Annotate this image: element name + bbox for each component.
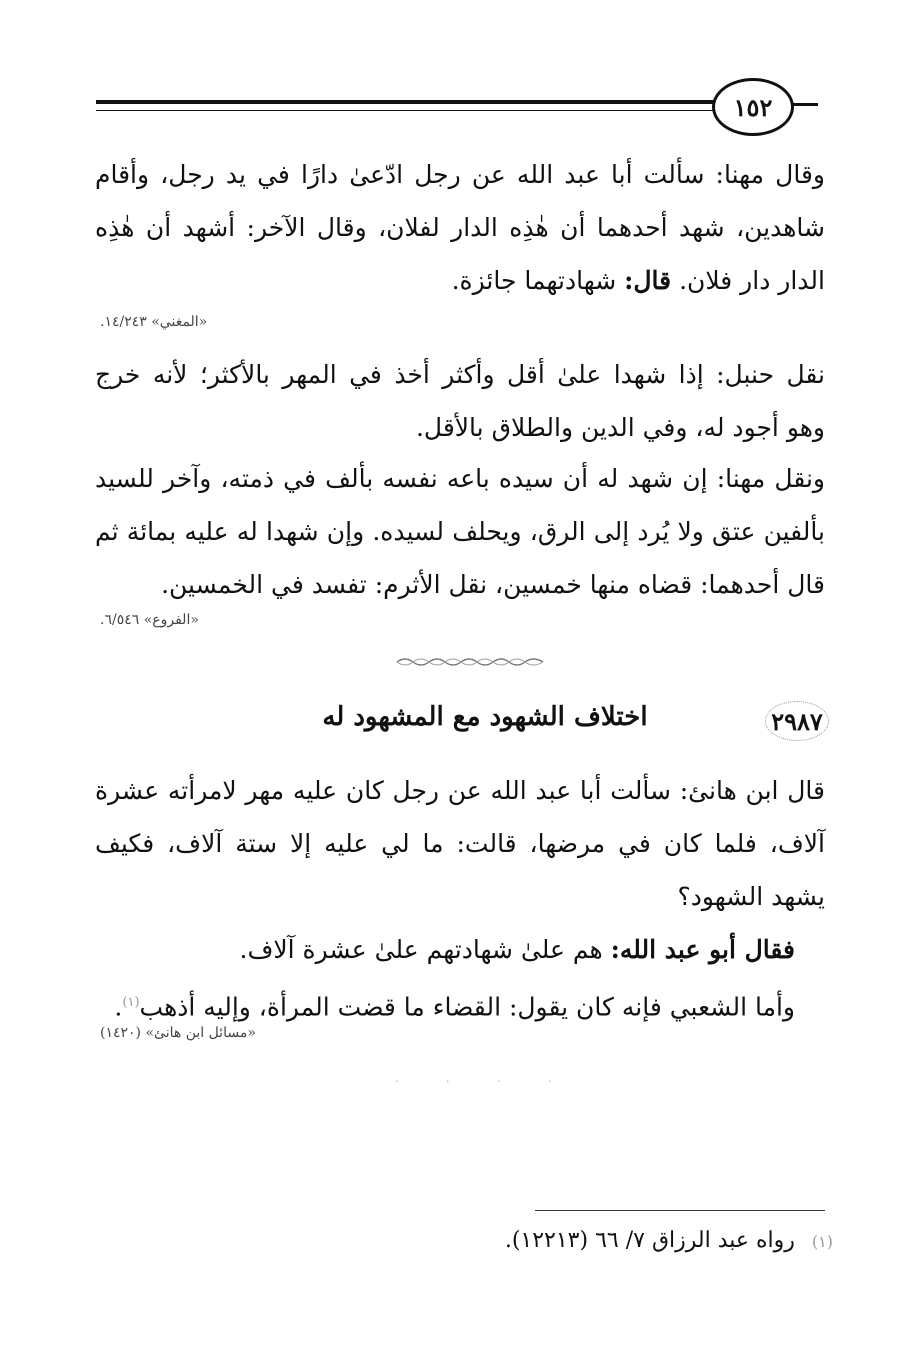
- paragraph-ibn-hani: [95, 764, 825, 1033]
- text-line: قال ابن هانئ: سألت أبا عبد الله عن رجل كان عليه مهر لامرأته عشرة: [95, 776, 825, 805]
- footnote-marker: (١): [811, 1232, 833, 1251]
- ornament-divider: [395, 655, 545, 669]
- text-line: وهو أجود له، وفي الدين والطلاق بالأقل.: [415, 413, 825, 442]
- footnote-reference: (١): [122, 995, 140, 1010]
- text-line: وقال مهنا: سألت أبا عبد الله عن رجل ادّعىٰ دارًا في يد رجل، وأقام: [95, 160, 825, 189]
- footnote-rule: [535, 1210, 825, 1211]
- text-line: آلاف، فلما كان في مرضها، قالت: ما لي عليه إلا ستة آلاف، فكيف: [95, 829, 825, 858]
- entry-title: اختلاف الشهود مع المشهود له: [322, 702, 648, 732]
- text-fragment: هم علىٰ شهادتهم علىٰ عشرة آلاف.: [239, 935, 603, 964]
- faint-dots: · · · ·: [395, 1075, 574, 1088]
- footnote-text: رواه عبد الرزاق ٧/ ٦٦ (١٢٢١٣).: [504, 1228, 795, 1253]
- text-line: قال أحدهما: قضاه منها خمسين، نقل الأثرم: تفسد في الخمسين.: [161, 570, 825, 599]
- text-line: يشهد الشهود؟: [677, 882, 825, 911]
- text-line: [95, 923, 825, 976]
- text-line: [95, 254, 825, 307]
- answer-bold: فقال أبو عبد الله:: [610, 935, 795, 964]
- source-citation: «المغني» ١٤/٢٤٣.: [100, 314, 208, 330]
- text-line: نقل حنبل: إذا شهدا علىٰ أقل وأكثر أخذ في المهر بالأكثر؛ لأنه خرج: [95, 360, 825, 389]
- page-number: ١٥٢: [712, 78, 794, 136]
- text-fragment: وأما الشعبي فإنه كان يقول: القضاء ما قضت المرأة، وإليه أذهب: [139, 992, 795, 1022]
- text-line: بألفين عتق ولا يُرد إلى الرق، ويحلف لسيده. وإن شهدا له عليه بمائة ثم: [95, 517, 825, 546]
- header-rule-thin: [96, 110, 716, 111]
- paragraph-muhanna-1: [95, 148, 825, 307]
- paragraph-muhanna-2: [95, 452, 825, 611]
- header-rule: [96, 100, 716, 104]
- paragraph-hanbal: [95, 348, 825, 454]
- text-line: شاهدين، شهد أحدهما أن هٰذِه الدار لفلان، وقال الآخر: أشهد أن هٰذِه: [95, 213, 825, 242]
- entry-number: ٢٩٨٧: [765, 701, 829, 741]
- text-line: ونقل مهنا: إن شهد له أن سيده باعه نفسه بألف في ذمته، وآخر للسيد: [95, 464, 825, 493]
- text-fragment: الدار دار فلان.: [679, 266, 825, 295]
- text-line: وأما الشعبي فإنه كان يقول: القضاء ما قضت المرأة، وإليه أذهب$^{(١)}$.: [114, 992, 795, 1022]
- source-citation: «الفروع» ٦/٥٤٦.: [100, 612, 199, 628]
- qala-bold: قال:: [624, 266, 672, 295]
- text-fragment: شهادتهما جائزة.: [451, 266, 617, 295]
- source-citation: «مسائل ابن هانئ» (١٤٢٠): [100, 1025, 256, 1041]
- footnote: [505, 1228, 833, 1253]
